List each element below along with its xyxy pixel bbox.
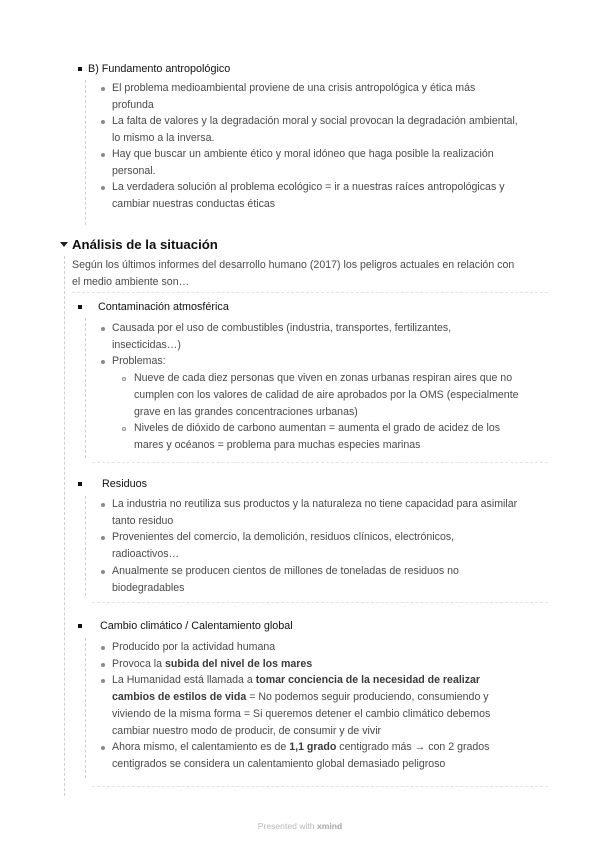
cambio-text: La Humanidad está llamada a <box>112 674 256 686</box>
section-b-line: La verdadera solución al problema ecológico = ir a nuestras raíces antropológicas y <box>112 181 505 193</box>
contaminacion-sub-line: mares y océanos = problema para muchas especies marinas <box>134 439 421 451</box>
residuos-line: Provenientes del comercio, la demolición, residuos clínicos, electrónicos, <box>112 531 455 543</box>
analisis-intro-line: Según los últimos informes del desarrollo humano (2017) los peligros actuales en relación con <box>72 259 515 271</box>
analisis-title[interactable]: Análisis de la situación <box>72 237 218 252</box>
tree-guide-residuos <box>85 496 86 596</box>
bullet-dot <box>101 663 105 667</box>
contaminacion-line: Problemas: <box>112 355 166 367</box>
residuos-title[interactable]: Residuos <box>102 478 148 490</box>
bullet-dot <box>101 87 105 91</box>
bullet-square <box>78 482 82 486</box>
section-b-line: La falta de valores y la degradación moral y social provocan la degradación ambiental, <box>112 115 518 127</box>
separator <box>92 602 548 603</box>
xmind-logo[interactable]: xmind <box>316 821 343 831</box>
cambio-line <box>112 672 480 689</box>
cambio-bold-text: 1,1 grado <box>289 741 337 753</box>
section-b-line: cambiar nuestras conductas éticas <box>112 198 276 210</box>
contaminacion-line: insecticidas…) <box>112 339 181 351</box>
analisis-intro-line: el medio ambiente son… <box>72 276 190 288</box>
bullet-dot <box>101 360 105 364</box>
section-b-line: profunda <box>112 99 154 111</box>
tree-guide-contaminacion <box>85 318 86 458</box>
cambio-bold-text: tomar conciencia de la necesidad de realizar <box>255 674 481 686</box>
tree-guide-b <box>85 80 86 225</box>
bullet-square <box>78 67 82 71</box>
cambio-line <box>112 739 489 756</box>
tree-guide-main <box>64 256 65 796</box>
cambio-line: cambiar nuestro modo de producir, de consumir y de vivir <box>112 725 382 737</box>
bullet-dot <box>101 153 105 157</box>
bullet-dot <box>101 120 105 124</box>
cambio-bold-text: cambios de estilos de vida <box>112 691 247 703</box>
cambio-line: viviendo de la misma forma = Si queremos detener el cambio climático debemos <box>112 708 491 720</box>
bullet-dot <box>101 536 105 540</box>
contaminacion-sub-line: Nueve de cada diez personas que viven en zonas urbanas respiran aires que no <box>134 372 513 384</box>
residuos-line: radioactivos… <box>112 548 180 560</box>
bullet-dot <box>101 679 105 683</box>
contaminacion-title[interactable]: Contaminación atmosférica <box>98 301 229 313</box>
bullet-circle <box>122 377 126 381</box>
section-b-line: personal. <box>112 165 156 177</box>
cambio-text: Provoca la <box>112 658 165 670</box>
bullet-dot <box>101 646 105 650</box>
cambio-bold-text: subida del nivel de los mares <box>165 658 313 670</box>
footer-prefix: Presented with <box>257 821 315 831</box>
separator <box>92 786 548 787</box>
cambio-line <box>112 656 312 673</box>
cambio-line: Producido por la actividad humana <box>112 641 276 653</box>
separator <box>92 462 548 463</box>
section-b-line: lo mismo a la inversa. <box>112 132 215 144</box>
bullet-dot <box>101 186 105 190</box>
bullet-dot <box>101 570 105 574</box>
bullet-circle <box>122 427 126 431</box>
section-b-line: El problema medioambiental proviene de una crisis antropológica y ética más <box>112 82 476 94</box>
bullet-dot <box>101 503 105 507</box>
residuos-line: La industria no reutiliza sus productos y la naturaleza no tiene capacidad para asimilar <box>112 498 518 510</box>
residuos-line: biodegradables <box>112 582 185 594</box>
contaminacion-sub-line: grave en las grandes concentraciones urbanas) <box>134 406 358 418</box>
cambio-text: = No podemos seguir produciendo, consumiendo y <box>246 691 489 703</box>
bullet-dot <box>101 746 105 750</box>
cambio-line <box>112 689 489 706</box>
section-b-title[interactable]: B) Fundamento antropológico <box>88 63 231 75</box>
bullet-square <box>78 624 82 628</box>
cambio-line: centigrados se considera un calentamiento global demasiado peligroso <box>112 758 446 770</box>
bullet-dot <box>101 327 105 331</box>
contaminacion-line: Causada por el uso de combustibles (industria, transportes, fertilizantes, <box>112 322 452 334</box>
cambio-title[interactable]: Cambio climático / Calentamiento global <box>100 620 293 632</box>
contaminacion-sub-line: cumplen con los valores de calidad de aire aprobados por la OMS (especialmente <box>134 389 519 401</box>
residuos-line: Anualmente se producen cientos de millones de toneladas de residuos no <box>112 565 459 577</box>
section-b-line: Hay que buscar un ambiente ético y moral idóneo que haga posible la realización <box>112 148 494 160</box>
separator <box>72 292 548 293</box>
bullet-square <box>78 305 82 309</box>
cambio-text: Ahora mismo, el calentamiento es de <box>112 741 290 753</box>
footer <box>0 821 600 831</box>
residuos-line: tanto residuo <box>112 515 174 527</box>
cambio-text: centigrado más → con 2 grados <box>336 741 490 753</box>
tree-guide-cambio <box>85 638 86 778</box>
contaminacion-sub-line: Niveles de dióxido de carbono aumentan = aumenta el grado de acidez de los <box>134 422 501 434</box>
caret-down-icon[interactable] <box>60 242 68 248</box>
